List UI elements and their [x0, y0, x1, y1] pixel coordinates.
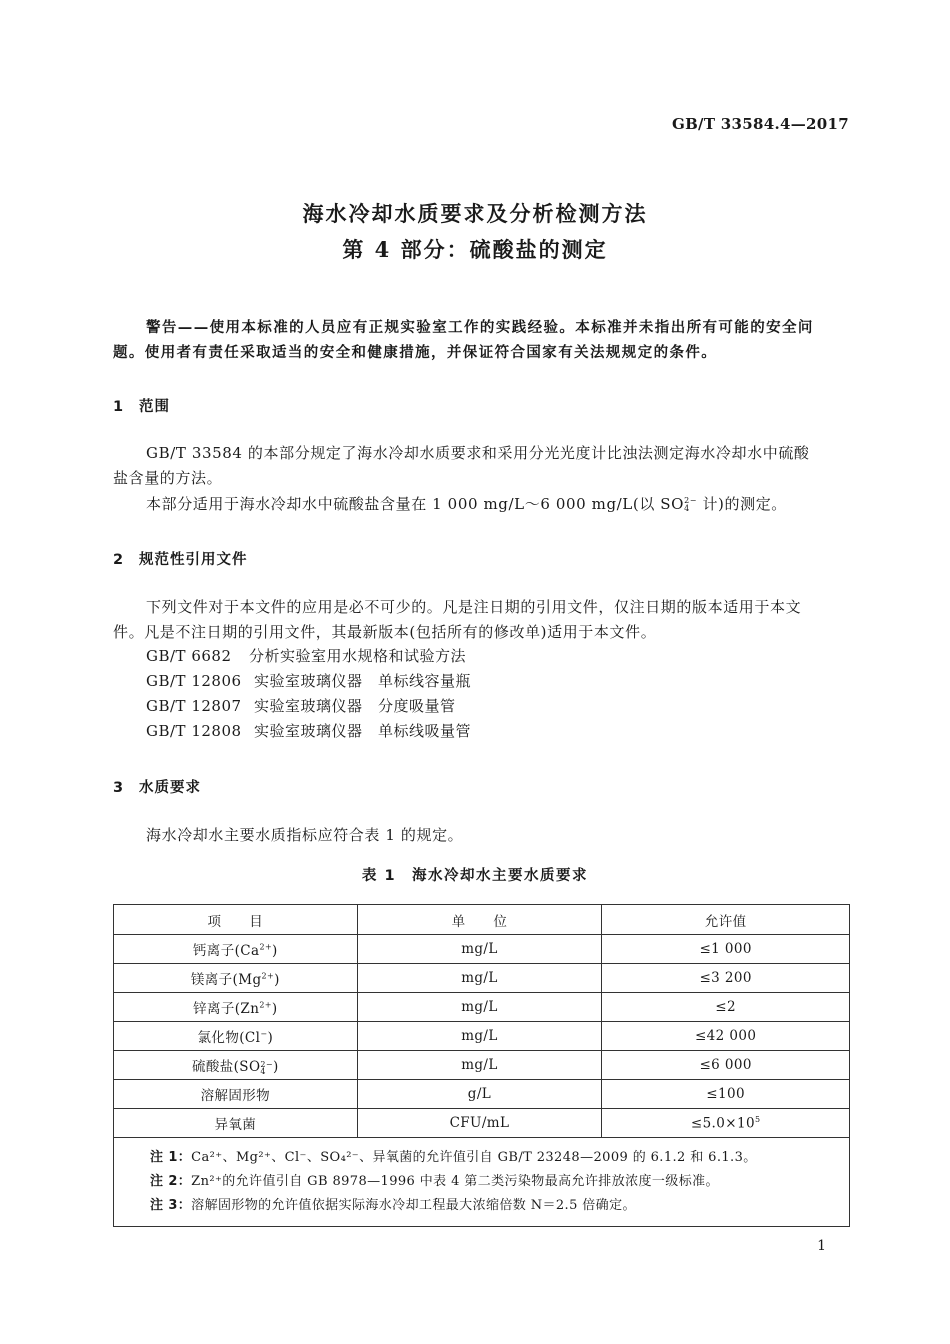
ion-charge: 2− — [260, 1059, 274, 1069]
row-item — [114, 993, 358, 1022]
sulfate-charge: 2− — [684, 496, 698, 505]
table-row — [114, 993, 850, 1022]
section3-intro: 海水冷却水主要水质指标应符合表 1 的规定。 — [146, 826, 464, 844]
limit-text: ≤5.0×10 — [690, 1115, 755, 1132]
section2-intro-line1: 下列文件对于本文件的应用是必不可少的。凡是注日期的引用文件，仅注日期的版本适用于本文 — [146, 598, 802, 616]
section1-title: 范围 — [139, 399, 170, 415]
warning-line1: 警告——使用本标准的人员应有正规实验室工作的实践经验。本标准并未指出所有可能的安全问 — [146, 320, 814, 336]
row-item — [114, 935, 358, 964]
section1-para1-line1: GB/T 33584 的本部分规定了海水冷却水质要求和采用分光光度计比浊法测定海水冷却水中硫酸 — [146, 444, 810, 462]
section2-intro-line2: 件。凡是不注日期的引用文件，其最新版本(包括所有的修改单)适用于本文件。 — [113, 623, 657, 641]
row-limit: ≤1 000 — [602, 935, 850, 964]
item-text: 钙离子(Ca — [192, 943, 260, 959]
table-row — [114, 1080, 850, 1109]
table-note — [150, 1170, 849, 1194]
section1-number: 1 — [113, 399, 125, 415]
row-unit: g/L — [357, 1080, 602, 1109]
section3-number: 3 — [113, 780, 125, 796]
sulfate-ion-script — [684, 497, 697, 513]
note-label: 注 1： — [150, 1150, 192, 1165]
warning-line2: 题。使用者有责任采取适当的安全和健康措施，并保证符合国家有关法规规定的条件。 — [113, 345, 718, 361]
row-unit: mg/L — [357, 964, 602, 993]
item-tail: ) — [273, 1059, 279, 1075]
table-title: 表 1 海水冷却水主要水质要求 — [361, 868, 589, 884]
item-tail: ) — [267, 1030, 274, 1046]
ref-code: GB/T 6682 — [146, 647, 232, 665]
note-text: Ca²⁺、Mg²⁺、Cl⁻、SO₄²⁻、异氧菌的允许值引自 GB/T 23248—2009 的 6.1.2 和 6.1.3。 — [191, 1150, 757, 1165]
row-item — [114, 964, 358, 993]
ion-charge: 2+ — [259, 1000, 272, 1010]
table-row — [114, 1051, 850, 1080]
limit-exponent: 5 — [754, 1114, 761, 1124]
table-row — [114, 1109, 850, 1138]
section3-heading — [113, 776, 201, 797]
item-text: 硫酸盐(SO — [191, 1059, 261, 1075]
ref-name: 实验室玻璃仪器 单标线吸量管 — [254, 722, 472, 740]
table-note — [150, 1194, 849, 1218]
ref-code: GB/T 12806 — [146, 672, 242, 690]
section1-para1-line2: 盐含量的方法。 — [113, 469, 223, 487]
note-text: Zn²⁺的允许值引自 GB 8978—1996 中表 4 第二类污染物最高允许排放浓度一级标准。 — [191, 1174, 719, 1189]
row-unit: mg/L — [357, 1022, 602, 1051]
standard-code: GB/T 33584.4—2017 — [671, 115, 849, 133]
ion-script — [260, 1061, 273, 1075]
normative-ref — [146, 670, 471, 691]
item-tail: ) — [271, 1001, 278, 1017]
item-tail: ) — [274, 972, 280, 988]
row-limit: ≤100 — [602, 1080, 850, 1109]
section2-title: 规范性引用文件 — [139, 552, 248, 568]
row-limit: ≤3 200 — [602, 964, 850, 993]
ion-charge: 2+ — [259, 942, 273, 952]
table-row — [114, 935, 850, 964]
row-item: 异氧菌 — [114, 1109, 358, 1138]
row-unit: mg/L — [357, 993, 602, 1022]
ion-charge: − — [260, 1029, 268, 1039]
ref-name: 实验室玻璃仪器 分度吸量管 — [254, 697, 456, 715]
row-limit: ≤6 000 — [602, 1051, 850, 1080]
column-header-limit: 允许值 — [602, 905, 850, 935]
table-notes — [114, 1138, 850, 1227]
water-quality-table — [113, 904, 850, 1227]
section1-para2-text: 本部分适用于海水冷却水中硫酸盐含量在 1 000 mg/L～6 000 mg/L(以 SO — [146, 495, 685, 513]
normative-ref — [146, 720, 471, 741]
ion-charge: 2+ — [261, 971, 275, 981]
column-header-unit: 单 位 — [357, 905, 602, 935]
document-title-line2: 第 4 部分：硫酸盐的测定 — [342, 237, 608, 262]
table-row — [114, 1022, 850, 1051]
row-limit: ≤2 — [602, 993, 850, 1022]
normative-ref — [146, 695, 456, 716]
table-notes-row — [114, 1138, 850, 1227]
section1-heading — [113, 395, 170, 416]
ref-code: GB/T 12808 — [146, 722, 242, 740]
section3-title: 水质要求 — [139, 780, 201, 796]
document-title-line1: 海水冷却水质要求及分析检测方法 — [302, 201, 648, 226]
item-text: 锌离子(Zn — [193, 1001, 260, 1017]
row-limit: ≤42 000 — [602, 1022, 850, 1051]
note-text: 溶解固形物的允许值依据实际海水冷却工程最大浓缩倍数 N＝2.5 倍确定。 — [191, 1198, 636, 1213]
table-header-row — [114, 905, 850, 935]
row-unit: mg/L — [357, 935, 602, 964]
row-item: 溶解固形物 — [114, 1080, 358, 1109]
item-tail: ) — [272, 943, 278, 959]
normative-ref — [146, 645, 466, 666]
ion-subscript: 4 — [260, 1066, 266, 1076]
section2-number: 2 — [113, 552, 125, 568]
table-row — [114, 964, 850, 993]
row-unit: mg/L — [357, 1051, 602, 1080]
ref-code: GB/T 12807 — [146, 697, 242, 715]
item-text: 镁离子(Mg — [190, 972, 262, 988]
table-note — [150, 1146, 849, 1170]
row-item — [114, 1051, 358, 1080]
column-header-item: 项 目 — [114, 905, 358, 935]
item-text: 氯化物(Cl — [197, 1030, 261, 1046]
section1-para2-tail: 计)的测定。 — [697, 495, 787, 513]
row-limit — [602, 1109, 850, 1138]
page-number: 1 — [817, 1238, 826, 1254]
section2-heading — [113, 548, 248, 569]
note-label: 注 2： — [150, 1174, 192, 1189]
row-item — [114, 1022, 358, 1051]
ref-name: 分析实验室用水规格和试验方法 — [249, 647, 467, 665]
ref-name: 实验室玻璃仪器 单标线容量瓶 — [254, 672, 472, 690]
row-unit: CFU/mL — [357, 1109, 602, 1138]
note-label: 注 3： — [150, 1198, 192, 1213]
section1-para2 — [146, 492, 787, 517]
sulfate-subscript: 4 — [684, 504, 690, 513]
